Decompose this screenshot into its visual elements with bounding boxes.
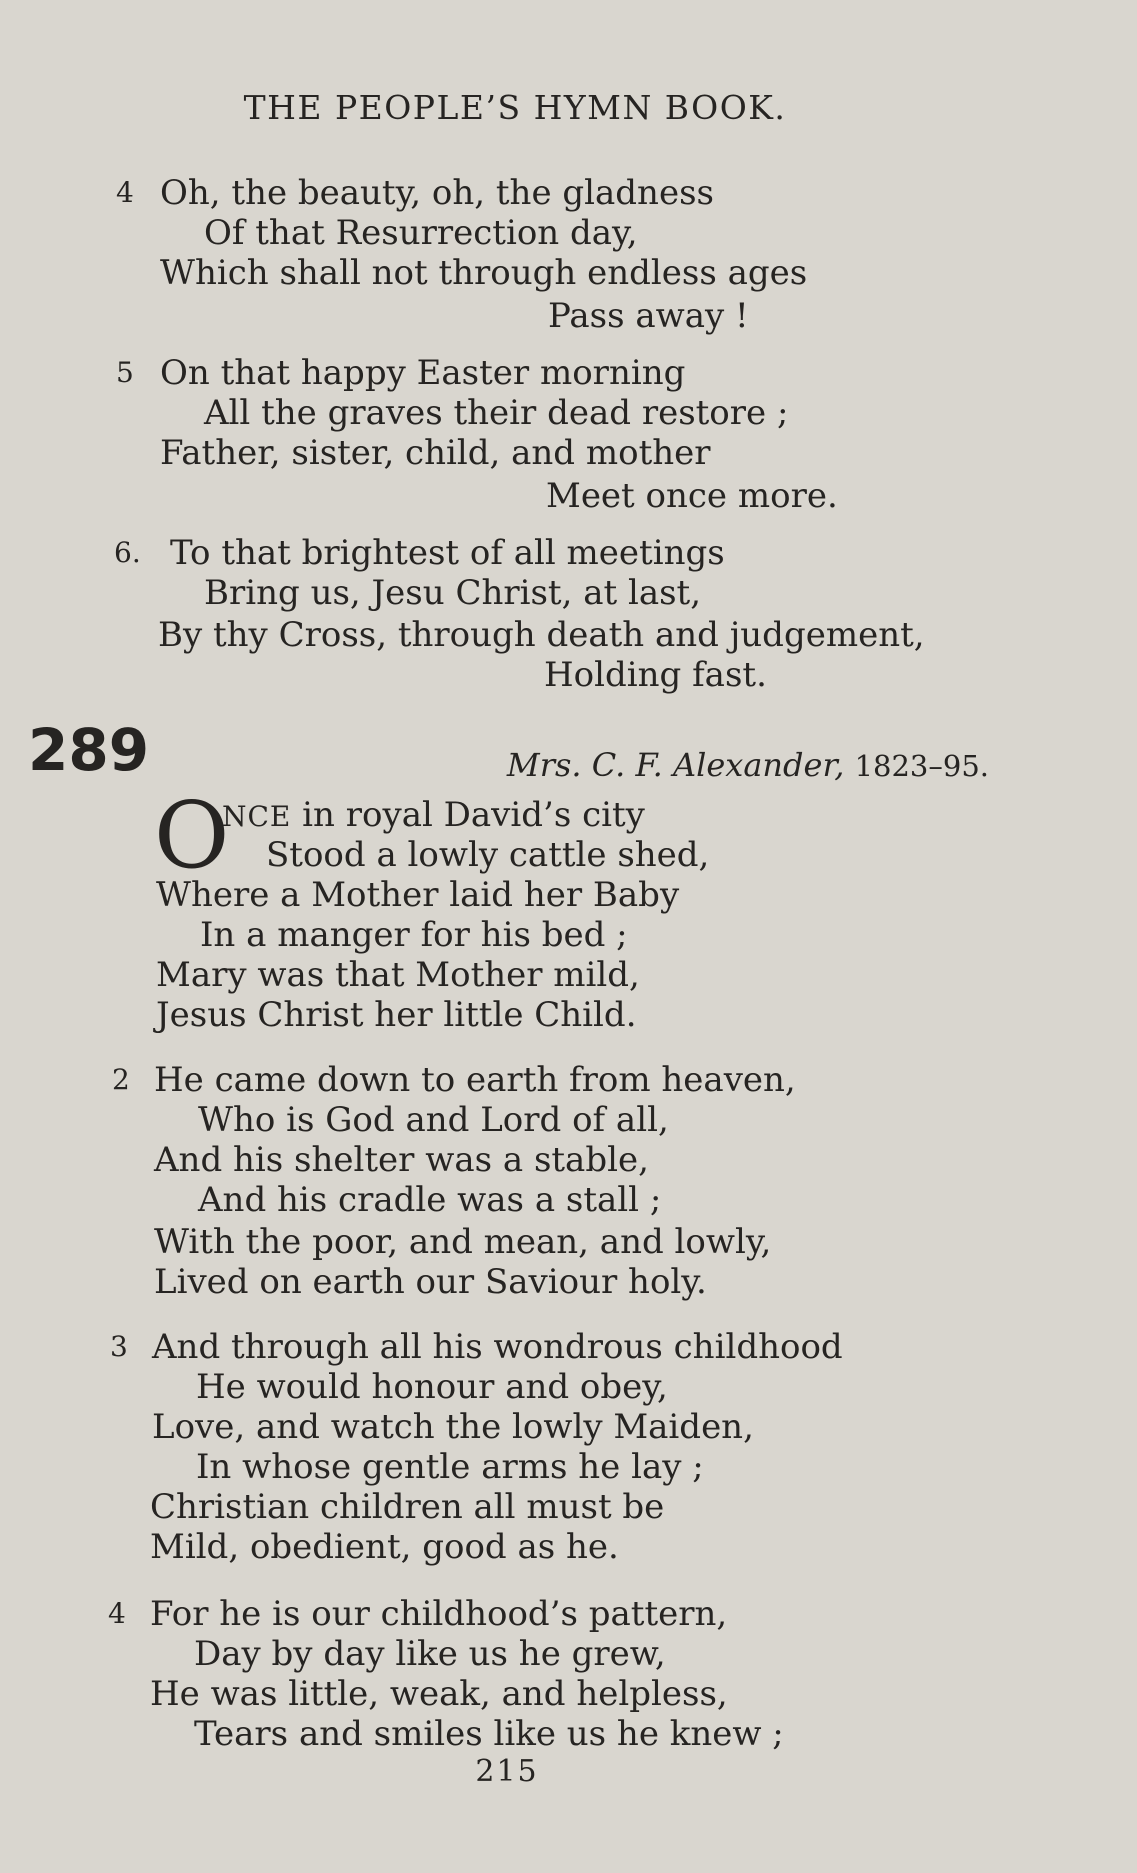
page-number: 215 <box>475 1754 539 1789</box>
verse-line: With the poor, and mean, and lowly, <box>154 1222 772 1262</box>
verse-line <box>222 795 645 837</box>
verse-line: Who is God and Lord of all, <box>198 1100 669 1140</box>
verse-number: 6. <box>114 536 141 569</box>
verse-line: Christian children all must be <box>150 1487 665 1527</box>
verse-line: Holding fast. <box>544 655 767 695</box>
verse-line: By thy Cross, through death and judgement, <box>158 615 925 655</box>
verse-line: Mary was that Mother mild, <box>156 955 640 995</box>
verse-line: Oh, the beauty, oh, the gladness <box>160 173 714 213</box>
verse-number: 4 <box>108 1597 126 1630</box>
verse-line: For he is our childhood’s pattern, <box>150 1594 728 1634</box>
verse-line: Pass away ! <box>548 296 749 336</box>
verse-number: 4 <box>116 176 134 209</box>
drop-cap: O <box>154 782 230 889</box>
verse-line: Mild, obedient, good as he. <box>150 1527 619 1567</box>
verse-line: Stood a lowly cattle shed, <box>266 835 710 875</box>
verse-number: 3 <box>110 1330 128 1363</box>
verse-line: Jesus Christ her little Child. <box>156 995 637 1035</box>
verse-line: Which shall not through endless ages <box>160 253 808 293</box>
verse-line: Love, and watch the lowly Maiden, <box>152 1407 754 1447</box>
verse-line: In a manger for his bed ; <box>200 915 628 955</box>
verse-line: He would honour and obey, <box>196 1367 668 1407</box>
verse-line: He was little, weak, and helpless, <box>150 1674 728 1714</box>
verse-line: Bring us, Jesu Christ, at last, <box>204 573 702 613</box>
hymn-author <box>507 745 989 786</box>
verse-line: Tears and smiles like us he knew ; <box>194 1714 784 1754</box>
verse-line: Lived on earth our Saviour holy. <box>154 1262 707 1302</box>
verse-line: Of that Resurrection day, <box>204 213 638 253</box>
verse-line: To that brightest of all meetings <box>170 533 725 573</box>
verse-line: He came down to earth from heaven, <box>154 1060 796 1100</box>
hymn-number: 289 <box>28 716 150 784</box>
verse-line: In whose gentle arms he lay ; <box>196 1447 704 1487</box>
verse-line: Where a Mother laid her Baby <box>156 875 680 915</box>
verse-line: And through all his wondrous childhood <box>152 1327 843 1367</box>
author-dates: 1823–95. <box>854 749 989 783</box>
verse-line: Father, sister, child, and mother <box>160 433 711 473</box>
verse-line: Meet once more. <box>546 476 838 516</box>
verse-number: 5 <box>116 356 134 389</box>
verse-line: Day by day like us he grew, <box>194 1634 666 1674</box>
verse-line: All the graves their dead restore ; <box>204 393 789 433</box>
running-head: THE PEOPLE’S HYMN BOOK. <box>243 88 787 127</box>
verse-number: 2 <box>112 1063 130 1096</box>
verse-line: On that happy Easter morning <box>160 353 686 393</box>
first-line-rest: in royal David’s city <box>291 795 645 835</box>
first-word: NCE <box>222 800 292 833</box>
author-name: Mrs. C. F. Alexander, <box>506 746 845 784</box>
verse-line: And his cradle was a stall ; <box>198 1180 662 1220</box>
verse-line: And his shelter was a stable, <box>154 1140 649 1180</box>
